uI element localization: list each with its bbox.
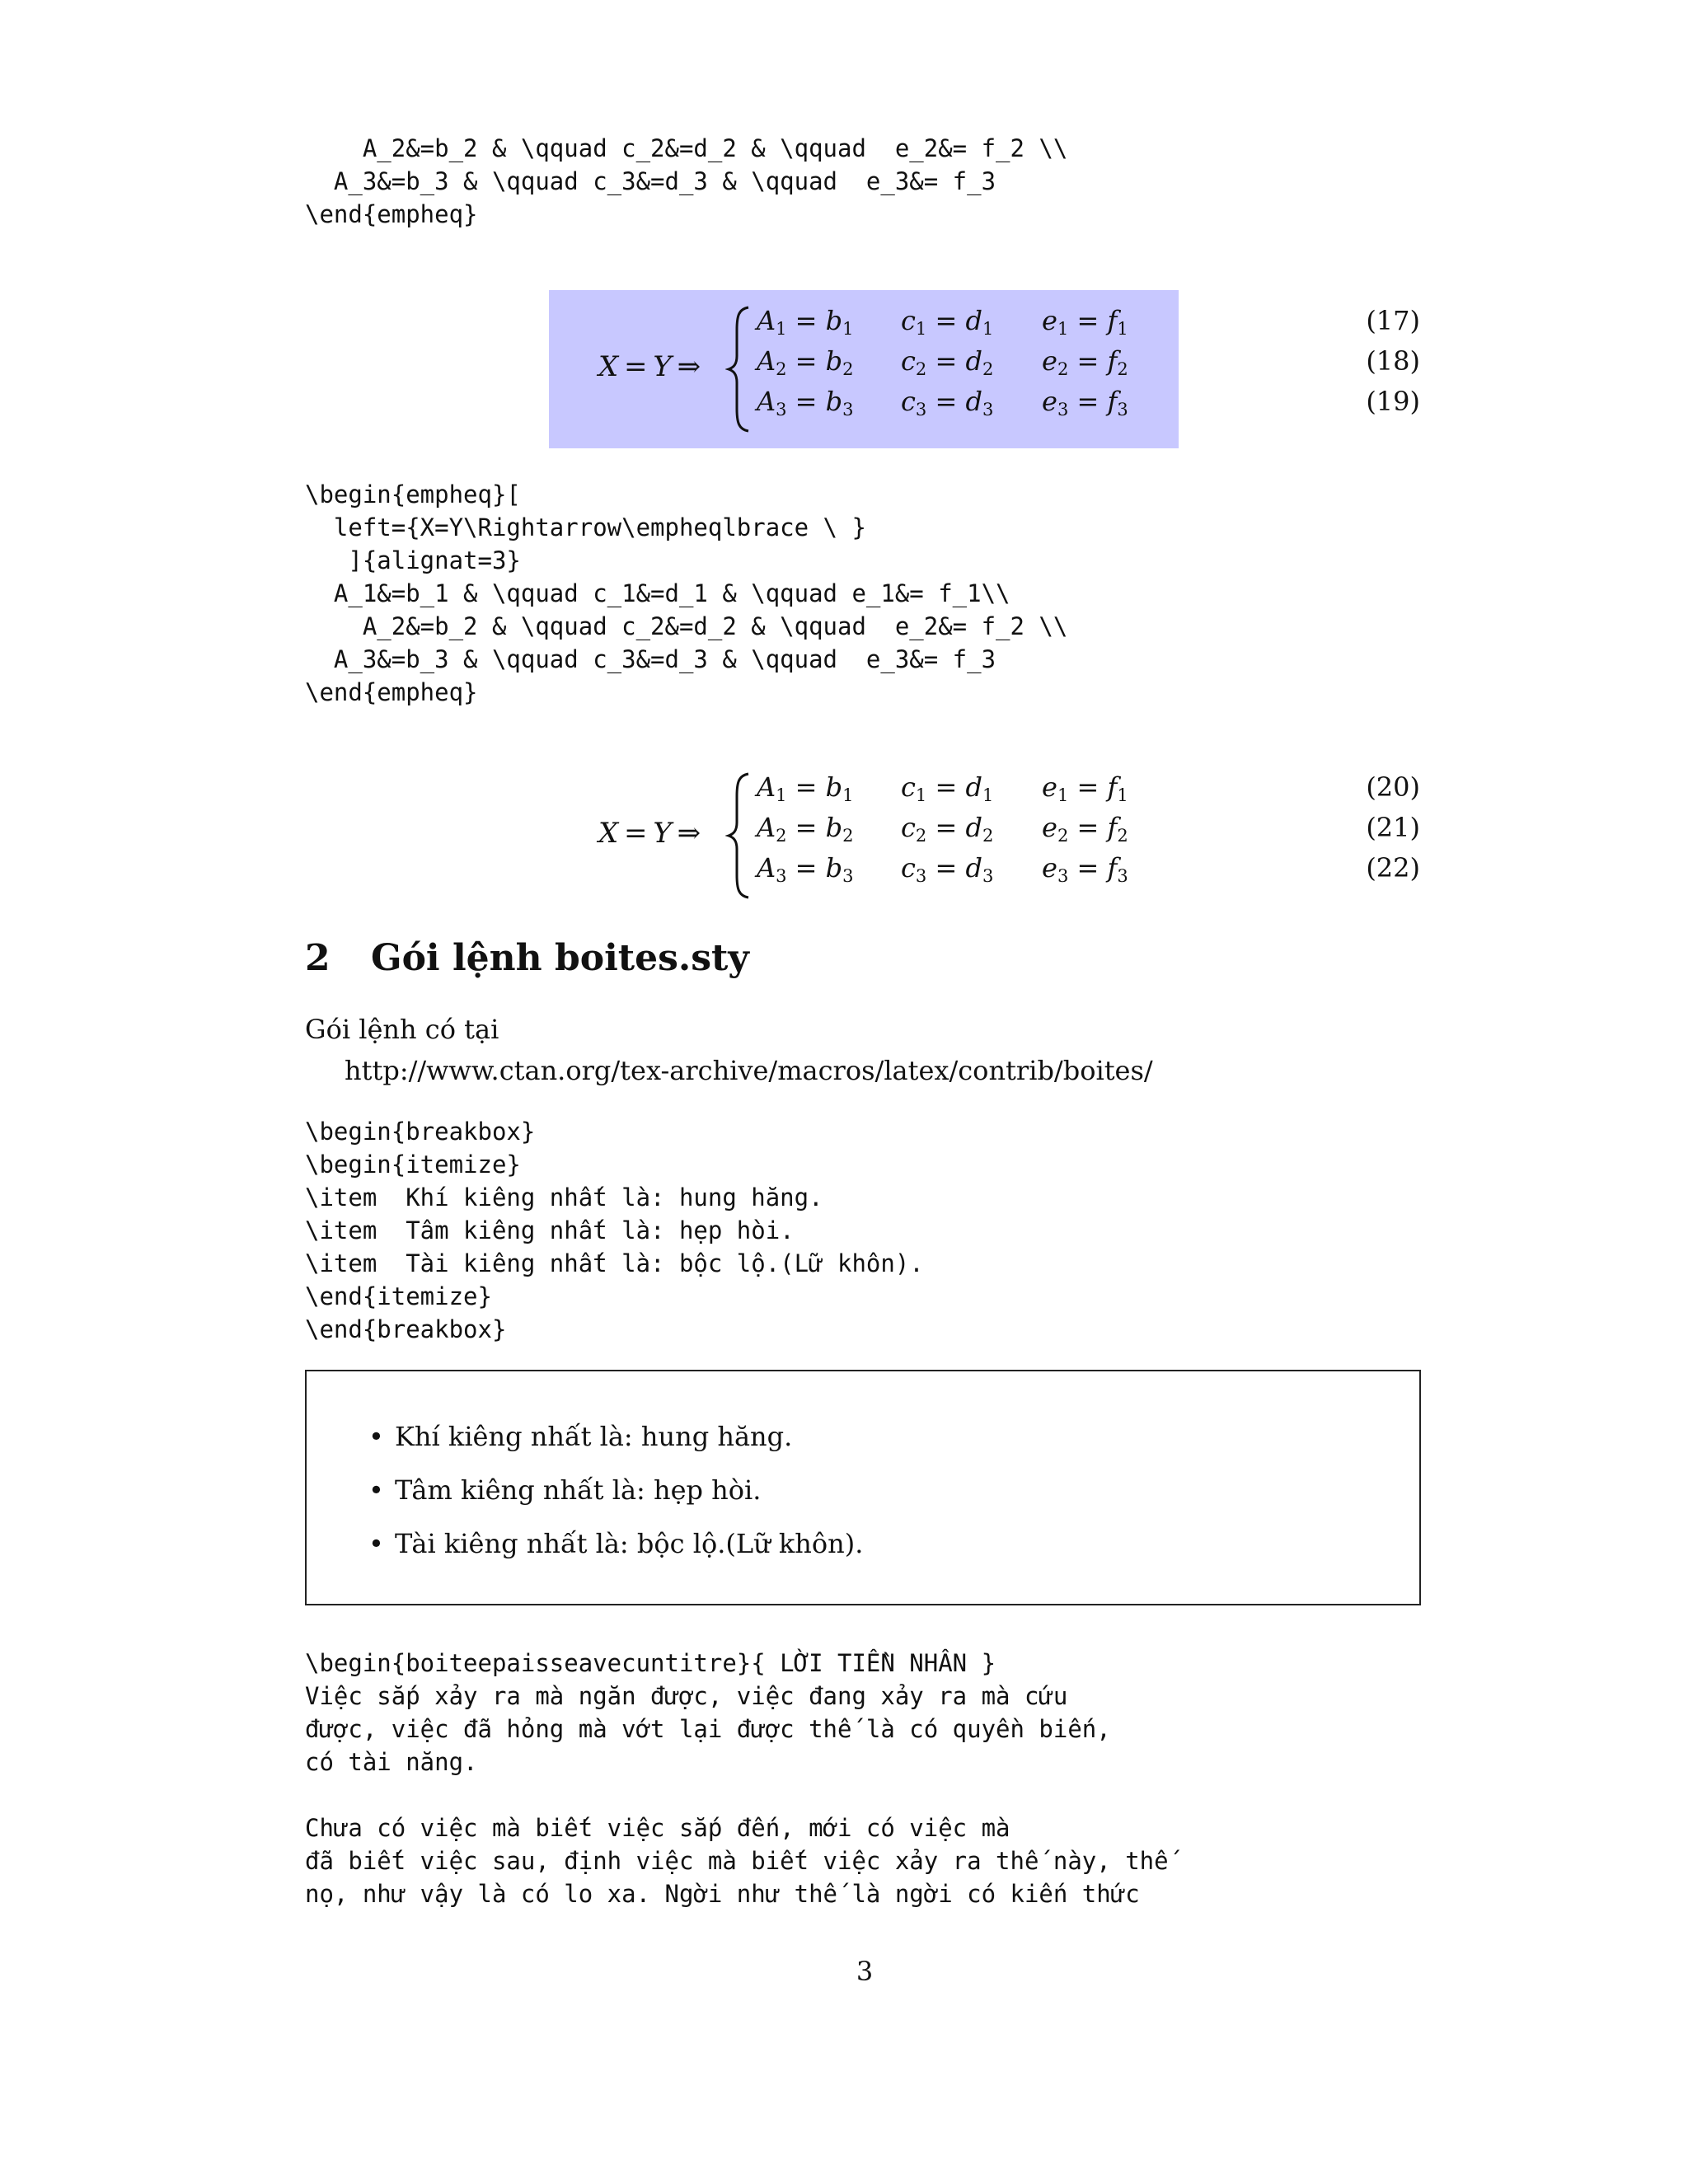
page-number: 3: [856, 1956, 874, 1987]
code-listing-empheq-end: [305, 132, 1067, 231]
section-number: 2: [305, 937, 331, 979]
equation-cell-ab: $A_1 = b_1$: [757, 305, 854, 339]
code-line: Việc sắp xảy ra mà ngăn được, việc đang xảy ra mà cứu: [305, 1682, 1068, 1710]
code-line: ]{alignat=3}: [305, 546, 521, 574]
equation-cell-ef: $e_1 = f_1$: [1042, 305, 1128, 339]
list-item: [368, 1528, 863, 1582]
code-line: \end{breakbox}: [305, 1315, 507, 1343]
equation-row: [0, 386, 1688, 426]
list-item: [368, 1421, 863, 1474]
equation-number: (20): [1366, 771, 1420, 803]
list-item-text: Tâm kiêng nhất là: hẹp hòi.: [395, 1474, 762, 1506]
code-line: Chưa có việc mà biết việc sắp đến, mới có việc mà: [305, 1814, 1010, 1842]
code-line: \begin{breakbox}: [305, 1118, 536, 1146]
equation-cell-cd: $c_2 = d_2$: [901, 812, 994, 846]
itemize-list: [368, 1421, 863, 1582]
code-line: \item Tâm kiêng nhất là: hẹp hòi.: [305, 1216, 795, 1244]
code-line: \end{empheq}: [305, 200, 478, 228]
equation-cell-ab: $A_3 = b_3$: [757, 852, 854, 886]
equation-number: (21): [1366, 812, 1420, 843]
code-line: A_3&=b_3 & \qquad c_3&=d_3 & \qquad e_3&= f_3: [305, 167, 996, 195]
section-title-text: Gói lệnh boites.sty: [371, 937, 749, 979]
package-url-link[interactable]: http://www.ctan.org/tex-archive/macros/latex/contrib/boites/: [345, 1055, 1153, 1086]
code-line: \end{itemize}: [305, 1282, 492, 1310]
code-listing-breakbox: [305, 1115, 924, 1346]
equation-cell-cd: $c_3 = d_3$: [901, 852, 994, 886]
equation-cell-ab: $A_2 = b_2$: [757, 812, 854, 846]
list-item-text: Khí kiêng nhất là: hung hăng.: [395, 1421, 793, 1452]
equation-row: [0, 812, 1688, 852]
equation-cell-ef: $e_2 = f_2$: [1042, 812, 1128, 846]
equation-block-shaded: [0, 290, 1688, 455]
equation-number: (17): [1366, 305, 1420, 336]
list-item-text: Tài kiêng nhất là: bộc lộ.(Lữ khôn).: [395, 1528, 864, 1559]
equation-cell-ab: $A_3 = b_3$: [757, 386, 854, 419]
bullet-icon: •: [368, 1474, 384, 1506]
equation-cell-ef: $e_2 = f_2$: [1042, 345, 1128, 379]
code-line: \begin{boiteepaisseavecuntitre}{ LỜI TIỀN NHÂN }: [305, 1649, 996, 1677]
code-listing-empheq: [305, 478, 1067, 709]
code-line: \begin{itemize}: [305, 1151, 521, 1179]
intro-paragraph: Gói lệnh có tại: [305, 1014, 499, 1045]
equation-cell-cd: $c_2 = d_2$: [901, 345, 994, 379]
equation-lhs: X = Y ⇒: [598, 350, 701, 383]
code-line: \item Khí kiêng nhất là: hung hăng.: [305, 1183, 823, 1212]
equation-number: (19): [1366, 386, 1420, 417]
code-line: \end{empheq}: [305, 678, 478, 706]
equation-cell-ef: $e_3 = f_3$: [1042, 852, 1128, 886]
equation-cell-ef: $e_3 = f_3$: [1042, 386, 1128, 419]
equation-cell-ab: $A_1 = b_1$: [757, 771, 854, 805]
equation-row: [0, 345, 1688, 386]
code-line: nọ, như vậy là có lo xa. Ngời như thế là ngời có kiến thức: [305, 1880, 1140, 1908]
code-line: left={X=Y\Rightarrow\empheqlbrace \ }: [305, 513, 866, 541]
equation-row: [0, 771, 1688, 812]
equation-row: [0, 852, 1688, 893]
code-line: A_1&=b_1 & \qquad c_1&=d_1 & \qquad e_1&= f_1\\: [305, 579, 1010, 607]
equation-cell-ef: $e_1 = f_1$: [1042, 771, 1128, 805]
code-listing-boite: [305, 1647, 1169, 1910]
section-heading: [305, 937, 749, 979]
code-line: được, việc đã hỏng mà vớt lại được thế là có quyền biến,: [305, 1715, 1111, 1743]
code-line: A_2&=b_2 & \qquad c_2&=d_2 & \qquad e_2&= f_2 \\: [305, 612, 1068, 640]
equation-number: (18): [1366, 345, 1420, 377]
breakbox-frame: [305, 1370, 1421, 1605]
code-line: \item Tài kiêng nhất là: bộc lộ.(Lữ khôn).: [305, 1249, 924, 1277]
equation-cell-cd: $c_1 = d_1$: [901, 771, 994, 805]
list-item: [368, 1474, 863, 1528]
equation-cell-cd: $c_3 = d_3$: [901, 386, 994, 419]
equation-number: (22): [1366, 852, 1420, 883]
code-line: A_3&=b_3 & \qquad c_3&=d_3 & \qquad e_3&= f_3: [305, 645, 996, 673]
code-line: có tài năng.: [305, 1748, 478, 1776]
code-line: \begin{empheq}[: [305, 480, 521, 509]
equation-cell-cd: $c_1 = d_1$: [901, 305, 994, 339]
bullet-icon: •: [368, 1421, 384, 1452]
code-line: A_2&=b_2 & \qquad c_2&=d_2 & \qquad e_2&= f_2 \\: [305, 134, 1068, 162]
equation-block-plain: [0, 757, 1688, 921]
equation-row: [0, 305, 1688, 345]
equation-cell-ab: $A_2 = b_2$: [757, 345, 854, 379]
bullet-icon: •: [368, 1528, 384, 1559]
code-line: đã biết việc sau, định việc mà biết việc xảy ra thế này, thế: [305, 1847, 1169, 1875]
equation-lhs: X = Y ⇒: [598, 817, 701, 850]
